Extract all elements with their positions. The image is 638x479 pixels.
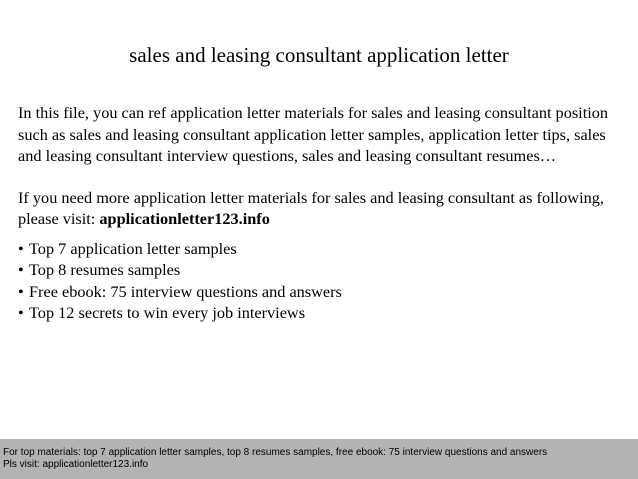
footer-line-materials: For top materials: top 7 application letter samples, top 8 resumes samples, free ebook: 75 interview questions and answers [3, 447, 548, 458]
bullet-icon: • [18, 281, 24, 301]
footer-line-visit: Pls visit: applicationletter123.info [3, 459, 149, 470]
list-item-label: Free ebook: 75 interview questions and answers [29, 281, 342, 301]
list-item [18, 238, 622, 260]
resource-list [18, 238, 622, 324]
bullet-icon: • [18, 238, 24, 258]
visit-paragraph [18, 187, 622, 230]
list-item-label: Top 7 application letter samples [29, 238, 237, 258]
bullet-icon: • [18, 260, 24, 279]
website-link[interactable]: applicationletter123.info [99, 209, 270, 228]
bullet-icon: • [18, 303, 24, 322]
document-body [18, 102, 622, 324]
intro-paragraph: In this file, you can ref application letter materials for sales and leasing consultant position such as sales and leasing consultant application letter samples, application letter tips, sales and leasing consultant interview questions, sales and leasing consultant resumes… [18, 103, 609, 165]
footer-bar [0, 439, 638, 479]
visit-paragraph-text: If you need more application letter materials for sales and leasing consultant as following, please visit: [18, 187, 604, 228]
list-item [18, 259, 622, 281]
list-item-label: Top 12 secrets to win every job interviews [29, 303, 306, 322]
page-title: sales and leasing consultant application letter [129, 43, 509, 67]
list-item [18, 302, 622, 324]
list-item-label: Top 8 resumes samples [29, 260, 181, 279]
list-item [18, 281, 622, 303]
